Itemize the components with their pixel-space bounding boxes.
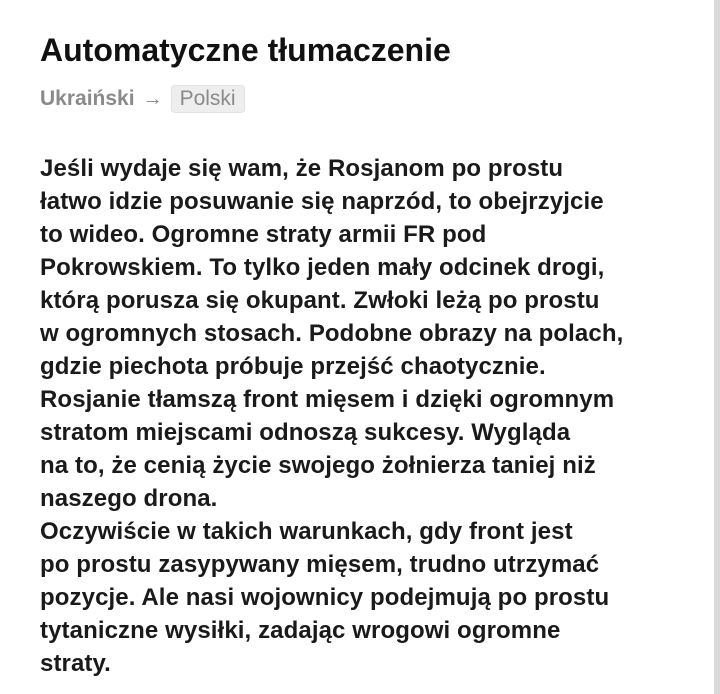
text-line: gdzie piechota próbuje przejść chaotycznie. — [40, 353, 546, 380]
panel-title: Automatyczne tłumaczenie — [40, 32, 451, 68]
target-language-chip[interactable]: Polski — [171, 85, 245, 113]
text-line: łatwo idzie posuwanie się naprzód, to obejrzyjcie — [40, 188, 604, 215]
text-line: na to, że cenią życie swojego żołnierza taniej niż — [40, 452, 596, 479]
text-line: to wideo. Ogromne straty armii FR pod — [40, 221, 487, 248]
text-line: pozycje. Ale nasi wojownicy podejmują po prostu — [40, 584, 610, 611]
text-line: w ogromnych stosach. Podobne obrazy na polach, — [40, 320, 624, 347]
arrow-right-icon: → — [142, 87, 163, 110]
text-line: po prostu zasypywany mięsem, trudno utrzymać — [40, 551, 600, 578]
text-line: tytaniczne wysiłki, zadając wrogowi ogromne — [40, 617, 561, 644]
text-line: Jeśli wydaje się wam, że Rosjanom po prostu — [40, 155, 564, 182]
text-line: Rosjanie tłamszą front mięsem i dzięki ogromnym — [40, 386, 615, 413]
source-language-label: Ukraiński — [40, 87, 135, 110]
text-line: Oczywiście w takich warunkach, gdy front jest — [40, 518, 573, 545]
text-line: którą porusza się okupant. Zwłoki leżą po prostu — [40, 287, 600, 314]
scrollbar-track[interactable] — [714, 0, 720, 694]
text-line: naszego drona. — [40, 485, 218, 512]
text-line: straty. — [40, 650, 111, 677]
translated-text — [40, 152, 700, 680]
text-line: Pokrowskiem. To tylko jeden mały odcinek drogi, — [40, 254, 605, 281]
text-line: stratom miejscami odnoszą sukcesy. Wygląda — [40, 419, 571, 446]
language-pair — [40, 84, 245, 114]
